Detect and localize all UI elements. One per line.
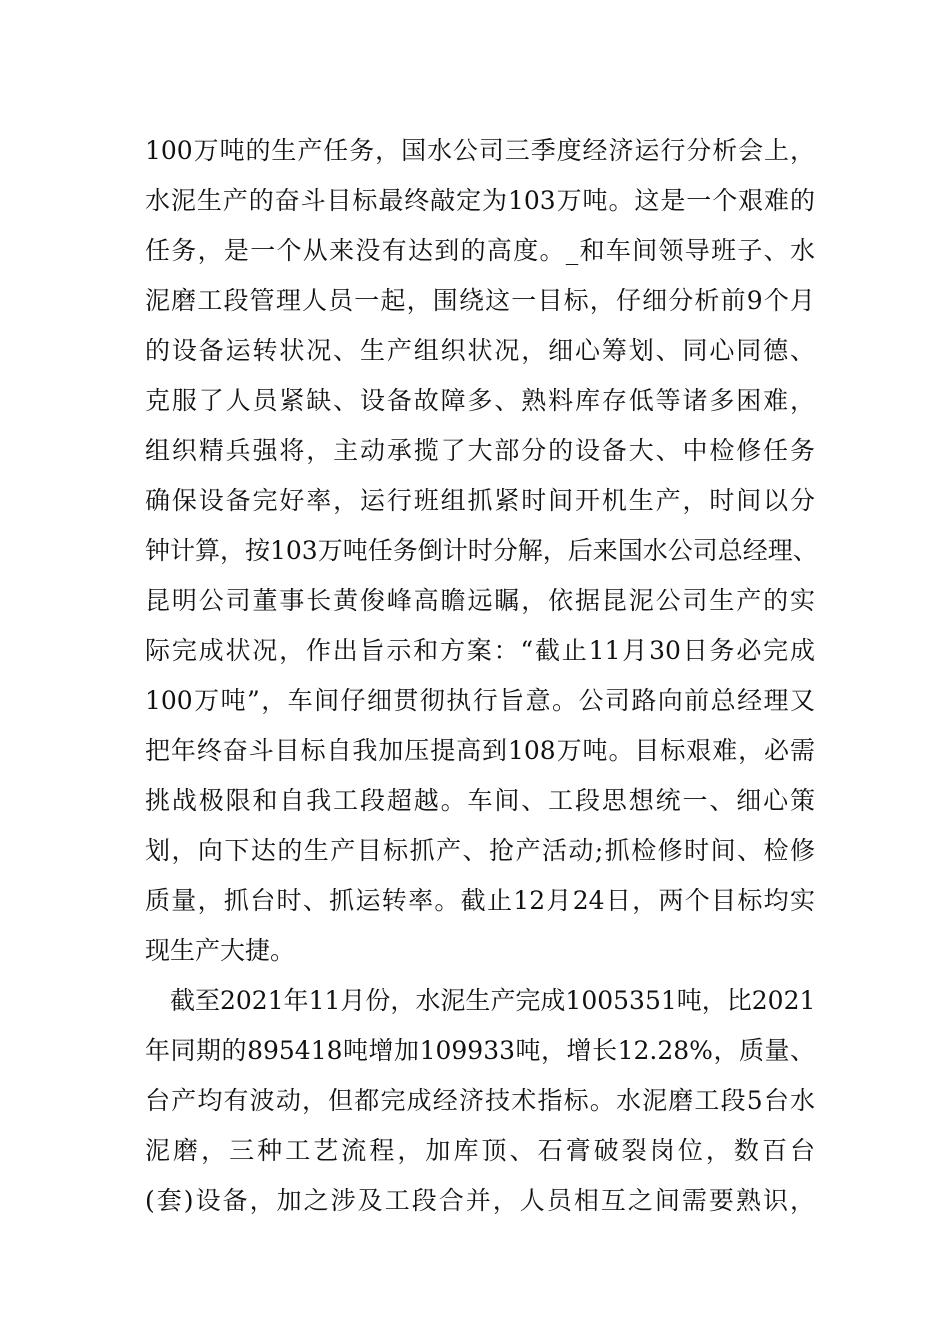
text-line: 把年终奋斗目标自我加压提高到108万吨。目标艰难，必需 <box>145 736 815 765</box>
text-line: 截至2021年11月份，水泥生产完成1005351吨，比2021 <box>170 986 816 1015</box>
text-line: 克服了人员紧缺、设备故障多、熟料库存低等诸多困难， <box>145 386 815 415</box>
paragraph-1 <box>145 126 818 976</box>
text-line: 挑战极限和自我工段超越。车间、工段思想统一、细心策 <box>145 786 815 815</box>
text-line: 任务，是一个从来没有达到的高度。_和车间领导班子、水 <box>145 236 815 265</box>
paragraph-2 <box>145 976 815 1226</box>
text-line: 际完成状况，作出旨示和方案：“截止11月30日务必完成 <box>145 636 815 665</box>
text-line: 水泥生产的奋斗目标最终敲定为103万吨。这是一个艰难的 <box>145 186 815 215</box>
text-line: 划，向下达的生产目标抓产、抢产活动;抓检修时间、检修 <box>145 836 815 865</box>
text-line: 泥磨，三种工艺流程，加库顶、石膏破裂岗位，数百台 <box>145 1136 815 1165</box>
text-line: 台产均有波动，但都完成经济技术指标。水泥磨工段5台水 <box>145 1086 815 1115</box>
text-line: 钟计算，按103万吨任务倒计时分解，后来国水公司总经理、 <box>145 536 818 565</box>
text-line: 100万吨的生产任务，国水公司三季度经济运行分析会上， <box>145 136 815 165</box>
text-line: (套)设备，加之涉及工段合并，人员相互之间需要熟识， <box>145 1186 815 1215</box>
text-line: 现生产大捷。 <box>145 936 296 965</box>
text-line: 昆明公司董事长黄俊峰高瞻远瞩，依据昆泥公司生产的实 <box>145 586 815 615</box>
text-line: 年同期的895418吨增加109933吨，增长12.28%，质量、 <box>145 1036 815 1065</box>
text-line: 的设备运转状况、生产组织状况，细心筹划、同心同德、 <box>145 336 815 365</box>
text-line: 质量，抓台时、抓运转率。截止12月24日，两个目标均实 <box>145 886 815 915</box>
document-body <box>145 126 818 1226</box>
text-line: 组织精兵强将，主动承揽了大部分的设备大、中检修任务 <box>145 436 815 465</box>
text-line: 100万吨”，车间仔细贯彻执行旨意。公司路向前总经理又 <box>145 686 815 715</box>
text-line: 确保设备完好率，运行班组抓紧时间开机生产，时间以分 <box>145 486 815 515</box>
text-line: 泥磨工段管理人员一起，围绕这一目标，仔细分析前9个月 <box>145 286 815 315</box>
